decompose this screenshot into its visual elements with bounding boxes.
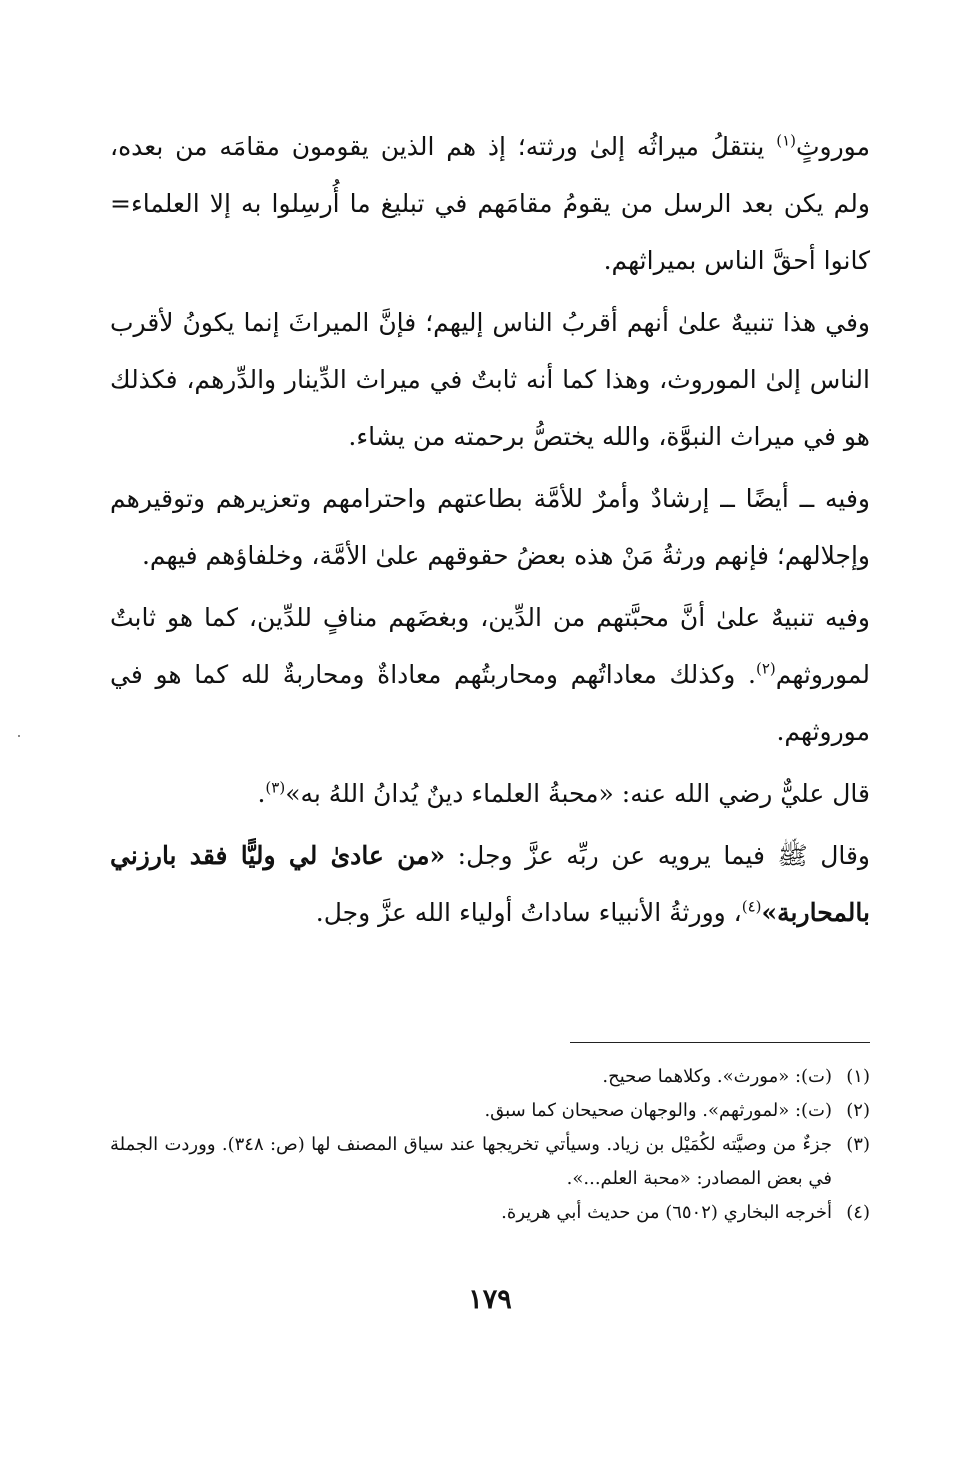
footnote-ref-4[interactable]: (٤) [741,897,762,916]
footnote-number: (١) [846,1066,870,1087]
footnote-ref-3[interactable]: (٣) [265,778,286,797]
text-segment: . [257,779,266,808]
paragraph-5 [110,765,870,822]
footnote-text: أخرجه البخاري (٦٥٠٢) من حديث أبي هريرة. [501,1202,832,1223]
text-segment: ينتقلُ ميراثُه إلىٰ ورثته؛ إذ هم الذين يقومون مقامَه من بعده، ولم يكن بعد الرسل من يقومُ مقامَهم في تبليغ ما أُرسِلوا به إلا العلماء= كانوا أحقَّ الناس بميراثهم. [110,132,870,275]
footnote-separator [570,1042,870,1043]
text-segment: وفيه تنبيهٌ علىٰ أنَّ محبَّتهم من الدِّين، وبغضَهم منافٍ للدِّين، كما هو ثابتٌ لموروثهم [110,603,870,689]
text-segment: وقال ﷺ فيما يرويه عن ربِّه عزَّ وجل: [445,841,870,870]
main-text [110,118,870,941]
text-segment: ، وورثةُ الأنبياء ساداتُ أولياء الله عزَّ وجل. [315,898,742,927]
footnote-ref-1[interactable]: (١) [776,131,796,150]
footnote-1 [110,1060,870,1094]
paragraph-6 [110,827,870,941]
footnote-text: (ت): «مورث». وكلاهما صحيح. [602,1066,832,1087]
footnote-number: (٤) [846,1202,870,1223]
text-segment: موروثٍ [796,132,870,161]
footnote-text: (ت): «لمورثهم». والوجهان صحيحان كما سبق. [484,1100,832,1121]
footnote-number: (٣) [846,1134,870,1155]
text-segment: . وكذلك معاداتُهم ومحاربتُهم معاداةٌ ومحاربةٌ لله كما هو في موروثهم. [110,660,870,746]
footnote-ref-2[interactable]: (٢) [755,659,776,678]
paragraph-4 [110,589,870,760]
footnote-4 [110,1196,870,1230]
footnote-3 [110,1128,870,1196]
scan-speck [18,735,20,737]
paragraph-3: وفيه ــ أيضًا ــ إرشادٌ وأمرٌ للأمَّة بطاعتهم واحترامهم وتعزيرهم وتوقيرهم وإجلالهم؛ فإنهم ورثةُ مَنْ هذه بعضُ حقوقهم علىٰ الأمَّة، وخلفاؤهم فيهم. [110,484,870,570]
footnotes [110,1060,870,1230]
page-number: ١٧٩ [468,1284,512,1315]
footnote-2 [110,1094,870,1128]
hadith-quote: «من عادىٰ لي وليًّا فقد بارزني بالمحاربة» [110,841,870,927]
footnote-text: جزءٌ من وصيَّته لكُمَيْل بن زياد. وسيأتي تخريجها عند سياق المصنف لها (ص: ٣٤٨). ووردت الجملة في بعض المصادر: «محبة العلم...». [110,1134,832,1189]
paragraph-1 [110,118,870,289]
paragraph-2: وفي هذا تنبيهٌ علىٰ أنهم أقربُ الناس إليهم؛ فإنَّ الميراثَ إنما يكونُ لأقرب الناس إلىٰ الموروث، وهذا كما أنه ثابتٌ في ميراث الدِّينار والدِّرهم، فكذلك هو في ميراث النبوَّة، والله يختصُّ برحمته من يشاء. [110,308,870,451]
footnote-number: (٢) [846,1100,870,1121]
text-segment: قال عليٌّ رضي الله عنه: «محبةُ العلماء دينٌ يُدانُ اللهُ به» [285,779,870,808]
